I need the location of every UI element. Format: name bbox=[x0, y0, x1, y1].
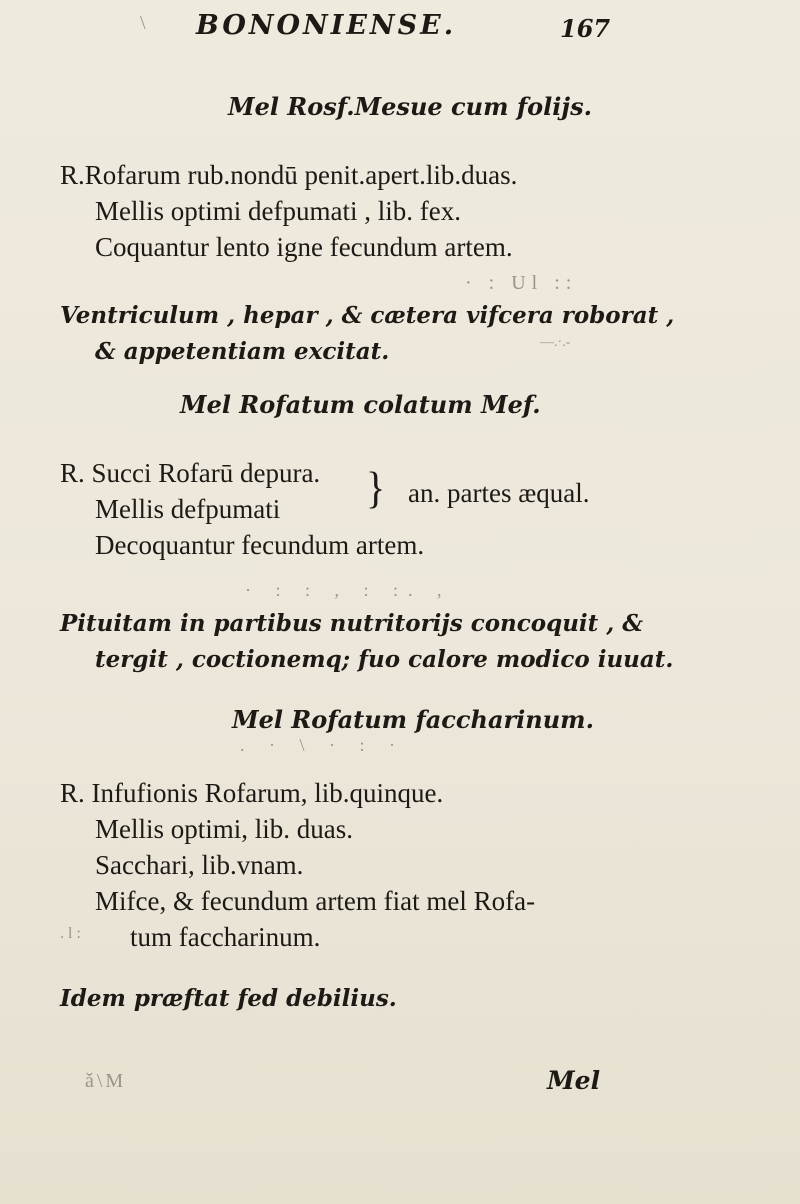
recipe-line: R. Succi Rofarū depura. bbox=[60, 458, 321, 488]
brace-note: an. partes æqual. bbox=[408, 478, 590, 508]
recipe-line: Mifce, & fecundum artem fiat mel Rofa- bbox=[95, 886, 536, 916]
section-heading: Mel Rosf.Mesue cum folijs. bbox=[228, 92, 592, 121]
catchword: Mel bbox=[547, 1066, 601, 1095]
show-through-mark: .l: bbox=[60, 925, 85, 942]
running-head-title: BONONIENSE. bbox=[196, 10, 457, 41]
virtue-text: Pituitam in partibus nutritorijs concoquit , & bbox=[60, 610, 644, 637]
show-through-mark: —.·.- bbox=[540, 335, 571, 350]
virtue-text: & appetentiam excitat. bbox=[95, 338, 390, 365]
page-number: 167 bbox=[560, 14, 611, 43]
show-through-mark: \ bbox=[140, 12, 146, 34]
section-heading: Mel Rofatum faccharinum. bbox=[232, 705, 594, 734]
virtue-text: Ventriculum , hepar , & cætera vifcera roborat , bbox=[60, 302, 675, 329]
section-heading: Mel Rofatum colatum Mef. bbox=[180, 390, 541, 419]
show-through-mark: · : Ul :: bbox=[465, 272, 578, 294]
recipe-line: Decoquantur fecundum artem. bbox=[95, 530, 425, 560]
recipe-line: R.Rofarum rub.nondū penit.apert.lib.duas. bbox=[60, 160, 518, 190]
recipe-line: R. Infufionis Rofarum, lib.quinque. bbox=[60, 778, 444, 808]
show-through-mark: ǎ\M bbox=[85, 1070, 127, 1092]
virtue-text: tergit , coctionemq; fuo calore modico iuuat. bbox=[95, 646, 674, 673]
recipe-line: Sacchari, lib.vnam. bbox=[95, 850, 304, 880]
show-through-mark: · : : , : :. , bbox=[245, 580, 452, 600]
curly-brace: } bbox=[366, 462, 386, 513]
show-through-mark: . · \ · : · bbox=[240, 735, 405, 755]
recipe-line: Mellis defpumati bbox=[95, 494, 281, 524]
recipe-line: Coquantur lento igne fecundum artem. bbox=[95, 232, 513, 262]
recipe-line: tum faccharinum. bbox=[130, 922, 321, 952]
recipe-line: Mellis optimi defpumati , lib. fex. bbox=[95, 196, 461, 226]
recipe-line: Mellis optimi, lib. duas. bbox=[95, 814, 354, 844]
virtue-text: Idem præftat fed debilius. bbox=[60, 985, 397, 1012]
